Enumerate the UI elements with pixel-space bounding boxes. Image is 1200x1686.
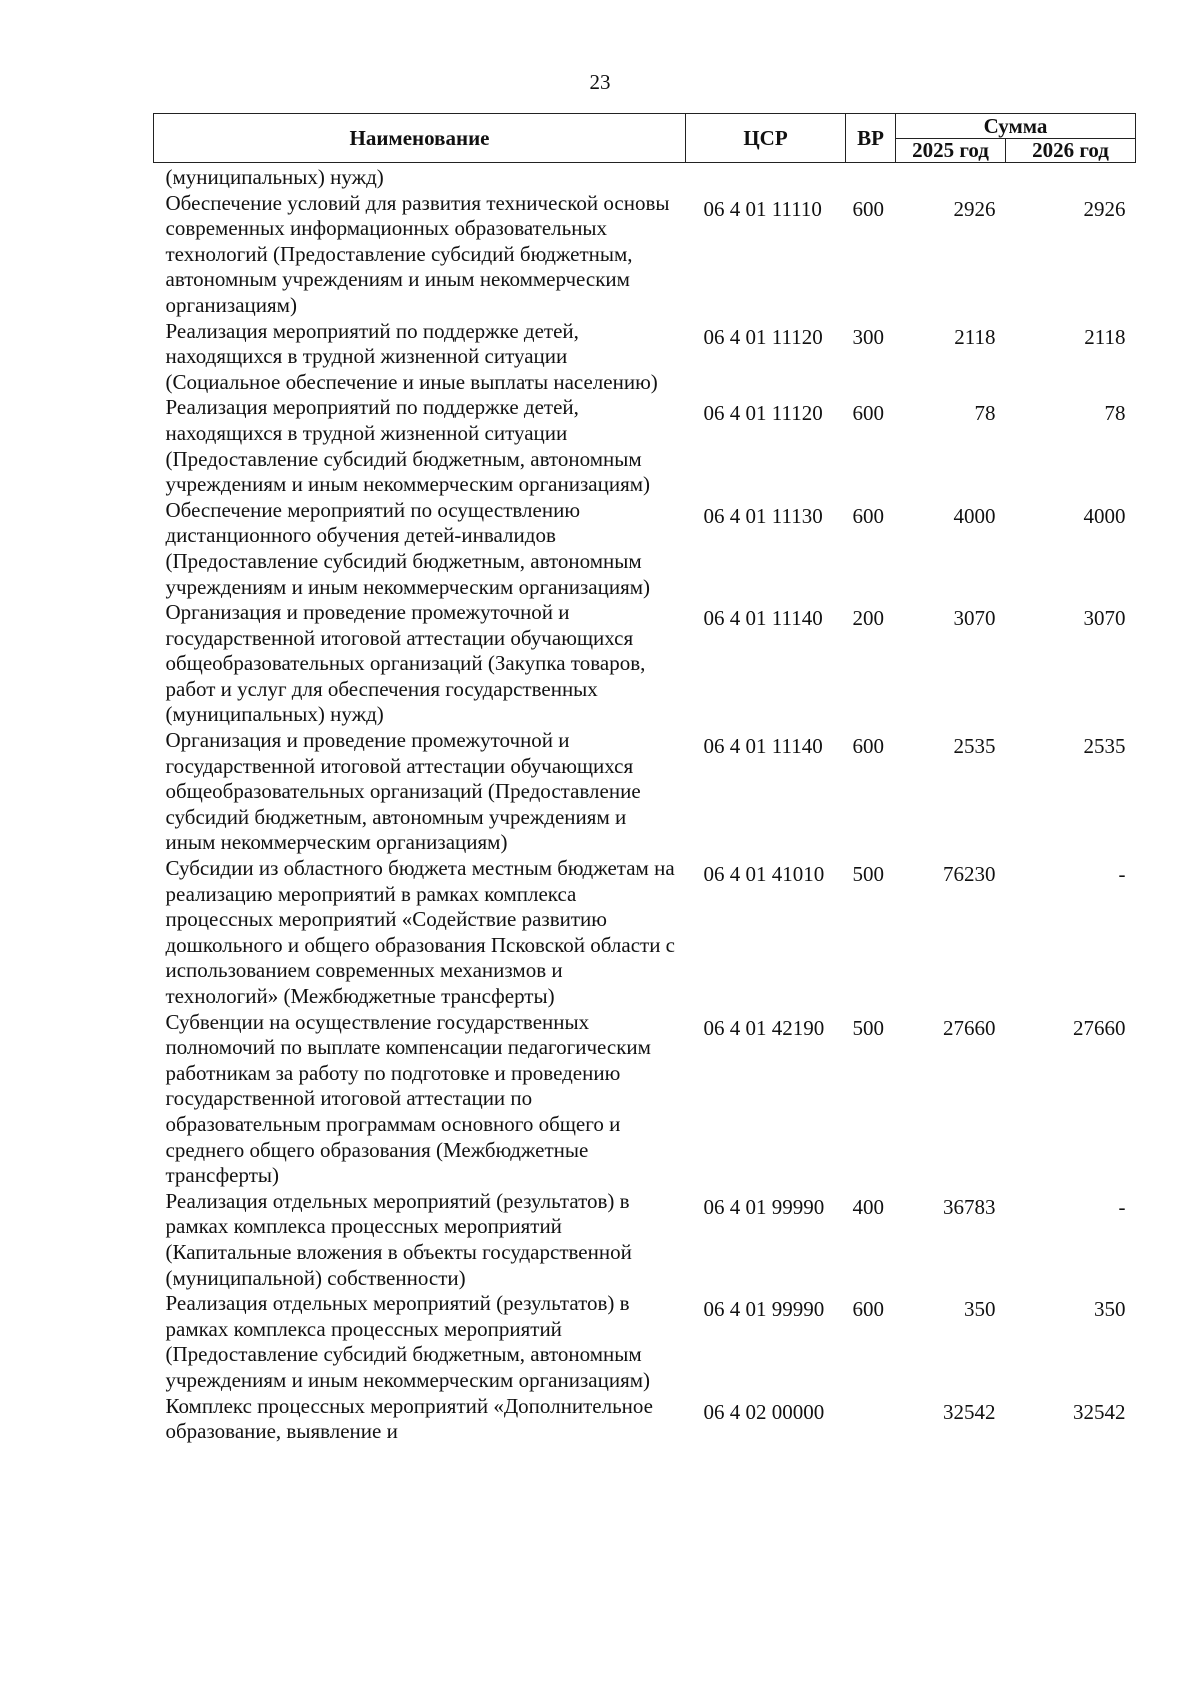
- row-sum-2025: 2118: [954, 324, 996, 349]
- row-sum-2026: 350: [1094, 1297, 1126, 1322]
- header-vr: ВР: [846, 114, 896, 163]
- row-sum-2026: -: [1118, 862, 1126, 887]
- table-row: [154, 498, 1136, 600]
- row-sum-2025: 3070: [953, 606, 996, 631]
- row-csr: 06 4 01 11140: [703, 606, 823, 631]
- row-name: Реализация отдельных мероприятий (результатов) в рамках комплекса процессных мероприятий (Капитальные вложения в объекты государственной (муниципальной) собственности): [165, 1188, 632, 1290]
- row-name: Комплекс процессных мероприятий «Дополнительное образование, выявление и: [165, 1393, 653, 1444]
- row-vr: 600: [852, 734, 884, 759]
- header-name: Наименование: [154, 114, 686, 163]
- header-csr: ЦСР: [686, 114, 846, 163]
- row-csr: 06 4 01 99990: [703, 1297, 825, 1322]
- table-row: [154, 319, 1136, 396]
- row-csr: 06 4 01 41010: [703, 862, 825, 887]
- row-csr: 06 4 01 11130: [703, 503, 823, 528]
- table-row: [154, 395, 1136, 497]
- row-sum-2026: 2926: [1083, 196, 1126, 221]
- row-vr: 500: [852, 862, 884, 887]
- row-csr: 06 4 02 00000: [703, 1399, 825, 1424]
- table-row: [154, 600, 1136, 728]
- row-vr: 600: [852, 401, 884, 426]
- row-sum-2025: 36783: [943, 1194, 996, 1219]
- table-row: [154, 163, 1136, 191]
- table-body: [154, 163, 1136, 1445]
- header-year-2025: 2025 год: [896, 139, 1006, 163]
- header-year-2026: 2026 год: [1006, 139, 1136, 163]
- row-csr: 06 4 01 11120: [703, 324, 823, 349]
- row-sum-2026: 78: [1104, 401, 1126, 426]
- row-name: Организация и проведение промежуточной и государственной итоговой аттестации обучающихся общеобразовательных организаций (Закупка товаров, работ и услуг для обеспечения государственных (муниципальных) нужд): [165, 600, 646, 727]
- row-csr: 06 4 01 42190: [703, 1015, 825, 1040]
- table-header: [154, 114, 1136, 163]
- row-name: Реализация мероприятий по поддержке детей, находящихся в трудной жизненной ситуации (Предоставление субсидий бюджетным, автономным учреждениям и иным некоммерческим организациям): [165, 395, 651, 497]
- row-name: Субсидии из областного бюджета местным бюджетам на реализацию мероприятий в рамках комплекса процессных мероприятий «Содействие развитию дошкольного и общего образования Псковской области с использованием современных механизмов и технологий» (Межбюджетные трансферты): [165, 856, 676, 1008]
- row-sum-2026: 2535: [1083, 734, 1126, 759]
- row-name: Обеспечение условий для развития технической основы современных информационных образовательных технологий (Предоставление субсидий бюджетным, автономным учреждениям и иным некоммерческим организациям): [165, 190, 670, 317]
- row-csr: 06 4 01 11110: [703, 196, 822, 221]
- row-sum-2025: 350: [964, 1297, 996, 1322]
- continuation-text: (муниципальных) нужд): [165, 165, 384, 189]
- table-row: [154, 191, 1136, 319]
- row-vr: 300: [852, 324, 884, 349]
- row-sum-2025: 2535: [953, 734, 996, 759]
- row-sum-2025: 78: [974, 401, 996, 426]
- row-sum-2026: 4000: [1083, 503, 1126, 528]
- row-csr: 06 4 01 11140: [703, 734, 823, 759]
- row-vr: 600: [852, 1297, 884, 1322]
- row-sum-2025: 32542: [943, 1399, 996, 1424]
- row-name: Обеспечение мероприятий по осуществлению дистанционного обучения детей-инвалидов (Предоставление субсидий бюджетным, автономным учреждениям и иным некоммерческим организациям): [165, 497, 651, 599]
- budget-table: [153, 113, 1136, 1445]
- row-vr: 400: [852, 1194, 884, 1219]
- row-sum-2025: 27660: [943, 1015, 996, 1040]
- row-name: Организация и проведение промежуточной и государственной итоговой аттестации обучающихся общеобразовательных организаций (Предоставление субсидий бюджетным, автономным учреждениям и иным некоммерческим организациям): [165, 728, 641, 855]
- row-csr: 06 4 01 99990: [703, 1194, 825, 1219]
- table-row: [154, 1291, 1136, 1393]
- row-sum-2026: -: [1118, 1194, 1126, 1219]
- table-row: [154, 1394, 1136, 1445]
- row-sum-2026: 3070: [1083, 606, 1126, 631]
- row-sum-2026: 32542: [1073, 1399, 1126, 1424]
- row-sum-2025: 2926: [953, 196, 996, 221]
- row-sum-2026: 2118: [1084, 324, 1126, 349]
- page-number: 23: [589, 70, 611, 94]
- row-vr: 500: [852, 1015, 884, 1040]
- row-csr: 06 4 01 11120: [703, 401, 823, 426]
- row-name: Субвенции на осуществление государственных полномочий по выплате компенсации педагогическим работникам за работу по подготовке и проведению государственной итоговой аттестации по образовательным программам основного общего и среднего общего образования (Межбюджетные трансферты): [165, 1009, 651, 1188]
- row-sum-2026: 27660: [1073, 1015, 1126, 1040]
- row-name: Реализация отдельных мероприятий (результатов) в рамках комплекса процессных мероприятий (Предоставление субсидий бюджетным, автономным учреждениям и иным некоммерческим организациям): [165, 1291, 651, 1392]
- row-sum-2025: 4000: [953, 503, 996, 528]
- row-sum-2025: 76230: [943, 862, 996, 887]
- table-row: [154, 1189, 1136, 1291]
- row-vr: 600: [852, 196, 884, 221]
- row-vr: 600: [852, 503, 884, 528]
- row-name: Реализация мероприятий по поддержке детей, находящихся в трудной жизненной ситуации (Социальное обеспечение и иные выплаты населению): [165, 318, 658, 394]
- table-row: [154, 856, 1136, 1010]
- table-row: [154, 728, 1136, 856]
- table-row: [154, 1010, 1136, 1189]
- row-vr: 200: [852, 606, 884, 631]
- row-vr: [846, 1394, 896, 1445]
- header-sum: Сумма: [896, 114, 1136, 139]
